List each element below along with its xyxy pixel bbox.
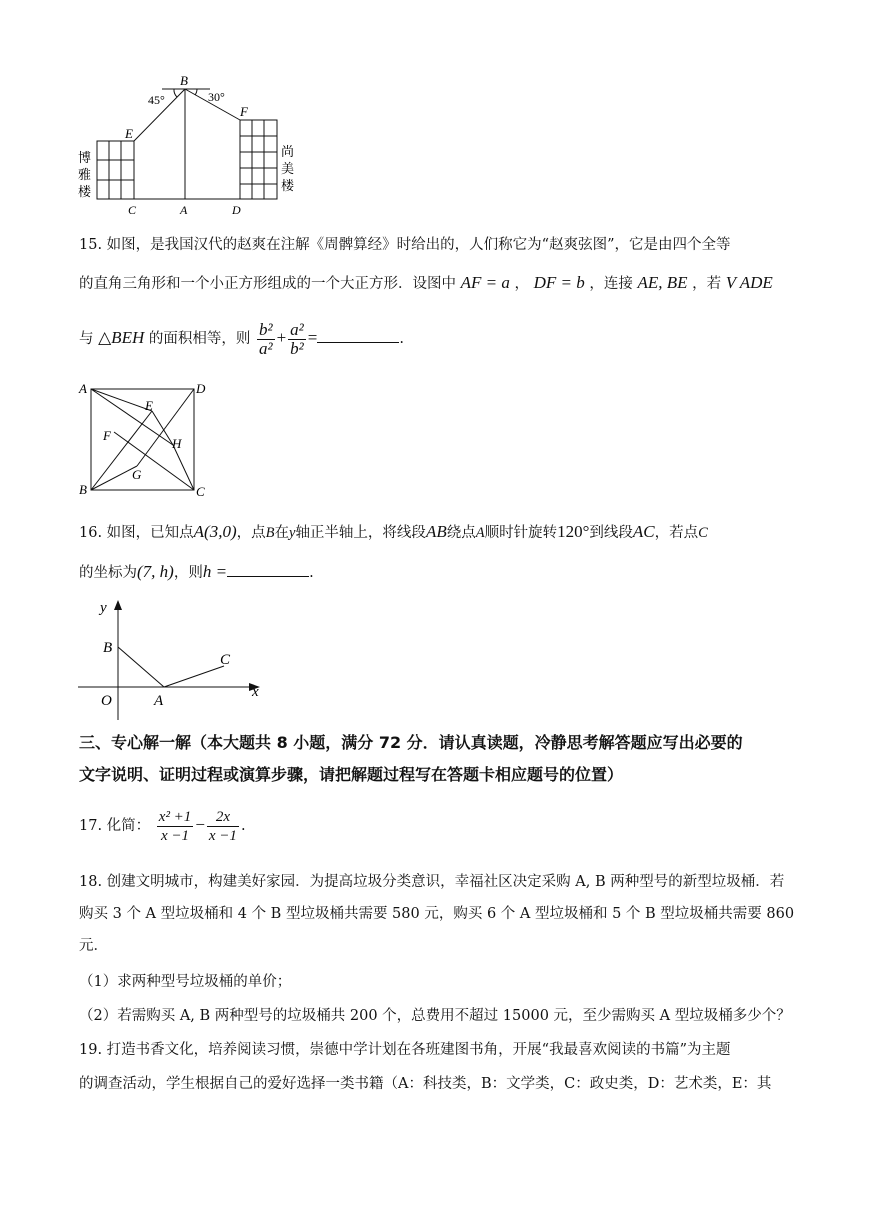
q15-l2-a: 的直角三角形和一个小正方形组成的一个大正方形．设图中 — [79, 276, 456, 292]
left-building — [97, 141, 134, 199]
bldg-right-2: 美 — [281, 161, 295, 176]
q15-l2-b: ， — [514, 276, 529, 292]
angle-45: 45° — [148, 93, 165, 107]
answer-blank[interactable] — [317, 328, 399, 343]
line-AE — [91, 389, 152, 411]
label-E: E — [125, 126, 133, 141]
q16-math-7h: (7, h) — [137, 562, 174, 581]
q16-point-A: A — [475, 525, 485, 541]
label-A: A — [79, 381, 87, 396]
bldg-right-3: 楼 — [281, 178, 295, 193]
segment-AC — [164, 666, 224, 687]
segment-BA — [118, 647, 164, 687]
q15-l3-b: 的面积相等，则 — [148, 331, 251, 347]
period: . — [309, 565, 314, 581]
q16-math-AC: AC — [632, 522, 655, 541]
line-GB — [91, 466, 137, 490]
label-O: O — [101, 693, 112, 709]
q17 — [79, 805, 246, 846]
equals-sign: = — [307, 328, 318, 347]
label-B: B — [103, 640, 113, 656]
q16-point-C: C — [698, 525, 708, 541]
q16-line1 — [79, 522, 708, 543]
figure-q15-square — [74, 378, 214, 500]
q16-l2-b: ，则 — [173, 565, 203, 581]
label-G: G — [132, 467, 142, 482]
angle-30: 30° — [208, 90, 225, 104]
line-BE — [91, 411, 152, 490]
q15-fraction-a2-b2 — [288, 321, 306, 358]
q17-fraction-1 — [157, 808, 194, 845]
q15-math-ade: V ADE — [725, 273, 773, 292]
bldg-left-1: 博 — [78, 150, 92, 165]
q16-point-B: B — [265, 525, 275, 541]
q16-l1-c: 在 — [274, 525, 289, 541]
bldg-left-2: 雅 — [78, 167, 92, 182]
q15-line3 — [79, 318, 404, 359]
q15-l2-d: ，若 — [692, 276, 722, 292]
label-A: A — [154, 693, 164, 709]
frac-num: a² — [290, 319, 304, 339]
q15-math-df: DF = b — [533, 273, 585, 292]
minus-sign: − — [195, 815, 205, 834]
label-F: F — [103, 428, 111, 443]
label-A: A — [180, 203, 188, 217]
label-H: H — [172, 436, 182, 451]
frac-den: a² — [258, 338, 273, 358]
plus-sign: + — [276, 328, 287, 347]
q15-math-beh: △BEH — [98, 328, 145, 347]
q19-line1: 19. 打造书香文化，培养阅读习惯，崇德中学计划在各班建图书角，开展“我最喜欢阅读的书篇”为主题 — [79, 1042, 731, 1058]
q15-fraction-b2-a2 — [257, 321, 275, 358]
q16-l1-a: 16. 如图，已知点 — [79, 525, 194, 541]
q16-l1-h: ，若点 — [654, 525, 699, 541]
q17-prefix: 17. 化简： — [79, 818, 151, 834]
label-F: F — [240, 104, 248, 119]
q15-math-af: AF = a — [460, 273, 510, 292]
q16-l1-f: 顺时针旋转 — [484, 525, 558, 541]
label-C: C — [128, 203, 137, 217]
label-B: B — [180, 73, 188, 88]
q16-l1-b: ，点 — [236, 525, 266, 541]
period: . — [399, 331, 404, 347]
q17-fraction-2 — [207, 808, 239, 845]
label-C: C — [220, 652, 231, 668]
frac-den: b² — [290, 338, 304, 358]
q18-sub1: （1）求两种型号垃圾桶的单价； — [79, 974, 292, 990]
q16-math-120: 120° — [557, 522, 590, 541]
q16-l1-g: 到线段 — [589, 525, 633, 541]
frac-num: x² +1 — [158, 808, 192, 825]
q16-math-h-eq: h = — [202, 562, 228, 581]
label-D: D — [232, 203, 241, 217]
bldg-right-1: 尚 — [281, 144, 295, 159]
q16-y-axis: y — [289, 525, 296, 541]
q16-l2-a: 的坐标为 — [79, 565, 137, 581]
q16-l1-e: 绕点 — [446, 525, 476, 541]
frac-den: x −1 — [161, 827, 190, 844]
section3-heading-line1: 三、专心解一解（本大题共 8 小题，满分 72 分．请认真读题，冷静思考解答题应写出必要的 — [79, 733, 743, 752]
q18-sub2: （2）若需购买 A, B 两种型号的垃圾桶共 200 个，总费用不超过 15000 元，至少需购买 A 型垃圾桶多少个？ — [79, 1008, 791, 1024]
q18-line3: 元． — [79, 938, 108, 954]
frac-num: 2x — [207, 808, 239, 827]
q16-l1-d: 轴正半轴上，将线段 — [295, 525, 426, 541]
label-C: C — [196, 484, 205, 499]
q15-l3-a: 与 — [79, 331, 94, 347]
q15-line2 — [79, 273, 773, 294]
q15-math-ae-be: AE, BE — [637, 273, 688, 292]
q18-line1: 18. 创建文明城市，构建美好家园．为提高垃圾分类意识，幸福社区决定采购 A, B 两种型号的新型垃圾桶．若 — [79, 874, 785, 890]
label-x: x — [252, 684, 259, 700]
figure-q14-buildings — [70, 70, 310, 220]
q16-math-A30: A(3,0) — [193, 522, 237, 541]
q15-line1: 15. 如图，是我国汉代的赵爽在注解《周髀算经》时给出的，人们称它为“赵爽弦图”，它是由四个全等 — [79, 237, 731, 253]
line-EH — [152, 411, 173, 445]
q16-math-AB: AB — [425, 522, 447, 541]
label-y: y — [100, 600, 107, 616]
label-B: B — [79, 482, 87, 497]
q15-l2-c: ，连接 — [589, 276, 633, 292]
period: . — [240, 818, 246, 834]
section3-heading-line2: 文字说明、证明过程或演算步骤，请把解题过程写在答题卡相应题号的位置） — [79, 765, 624, 784]
label-E: E — [145, 398, 153, 413]
label-D: D — [196, 381, 206, 396]
frac-den: x −1 — [208, 827, 237, 844]
q18-line2: 购买 3 个 A 型垃圾桶和 4 个 B 型垃圾桶共需要 580 元，购买 6 个 A 型垃圾桶和 5 个 B 型垃圾桶共需要 860 — [79, 906, 795, 922]
line-HC — [173, 445, 194, 490]
figure-q16-coordinates — [74, 596, 274, 726]
line-CF — [114, 432, 194, 490]
answer-blank[interactable] — [227, 562, 309, 577]
bldg-left-3: 楼 — [78, 184, 92, 199]
q19-line2: 的调查活动，学生根据自己的爱好选择一类书籍（A：科技类，B：文学类，C：政史类，D：艺术类，E：其 — [79, 1076, 772, 1092]
q16-line2 — [79, 562, 314, 583]
frac-num: b² — [258, 319, 273, 339]
right-building — [240, 120, 277, 199]
